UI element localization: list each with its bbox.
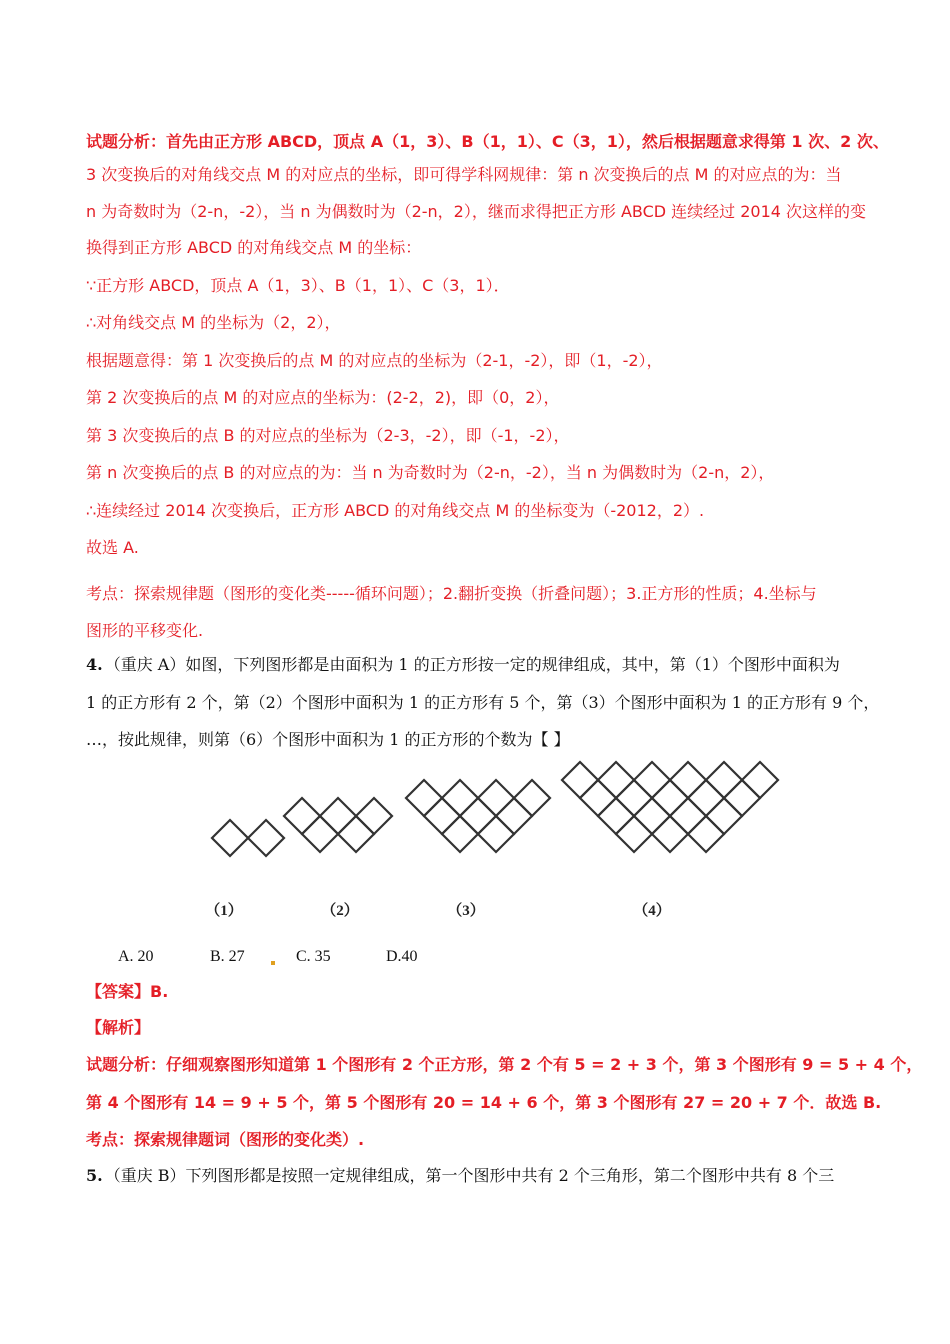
- figure-label-1: （1）: [205, 903, 243, 919]
- figure-label-4: （4）: [633, 903, 671, 919]
- analysis-line: n 为奇数时为（2-n，-2），当 n 为偶数时为（2-n，2），继而求得把正方形 ABCD 连续经过 2014 次这样的变: [86, 202, 867, 221]
- q5-stem-line: [86, 1165, 876, 1187]
- figure-1: [212, 820, 284, 856]
- q4-jiexi-title: 【解析】: [86, 1018, 151, 1037]
- analysis-line: 第 3 次变换后的点 B 的对应点的坐标为（2-3，-2），即（-1，-2），: [86, 426, 570, 445]
- analysis-line: 3 次变换后的对角线交点 M 的对应点的坐标，即可得学科网规律：第 n 次变换后的点 M 的对应点的为：当: [86, 165, 842, 184]
- kaodian-line: 考点：探索规律题（图形的变化类-----循环问题）；2.翻折变换（折叠问题）；3.正方形的性质；4.坐标与: [86, 584, 817, 603]
- choice-a: A. 20: [118, 948, 154, 965]
- kaodian-line: 图形的平移变化.: [86, 621, 204, 640]
- analysis-line: 第 n 次变换后的点 B 的对应点的为：当 n 为奇数时为（2-n，-2），当 n 为偶数时为（2-n，2），: [86, 463, 775, 482]
- figure-4: [562, 762, 778, 852]
- analysis-line: 试题分析：首先由正方形 ABCD，顶点 A（1，3）、B（1，1）、C（3，1），然后根据题意求得第 1 次、2 次、: [86, 132, 889, 151]
- q5-number: 5.: [86, 1166, 103, 1185]
- q5-stem-text: （重庆 B）下列图形都是按照一定规律组成，第一个图形中共有 2 个三角形，第二个图形中共有 8 个三: [104, 1166, 835, 1185]
- figure-label-2: （2）: [321, 903, 359, 919]
- analysis-line: ∴对角线交点 M 的坐标为（2，2），: [86, 313, 341, 332]
- q4-stem-line: 1 的正方形有 2 个，第（2）个图形中面积为 1 的正方形有 5 个，第（3）个图形中面积为 1 的正方形有 9 个，: [86, 693, 880, 712]
- analysis-line: 换得到正方形 ABCD 的对角线交点 M 的坐标：: [86, 238, 422, 257]
- figure-2: [284, 798, 392, 852]
- q4-answer: 【答案】B.: [86, 982, 169, 1001]
- q4-stem-text: （重庆 A）如图，下列图形都是由面积为 1 的正方形按一定的规律组成，其中，第（1）个图形中面积为: [104, 655, 840, 674]
- choice-d: D.40: [386, 948, 418, 965]
- analysis-line: 根据题意得：第 1 次变换后的点 M 的对应点的坐标为（2-1，-2），即（1，-2），: [86, 351, 663, 370]
- square-pattern-figures: [180, 758, 800, 928]
- analysis-line: 第 2 次变换后的点 M 的对应点的坐标为：(2-2，2)，即（0，2），: [86, 388, 560, 407]
- q4-kaodian: 考点：探索规律题词（图形的变化类）.: [86, 1130, 365, 1149]
- q4-stem-line: [86, 654, 876, 676]
- figure-label-3: （3）: [447, 903, 485, 919]
- q4-analysis-line: 第 4 个图形有 14 = 9 + 5 个，第 5 个图形有 20 = 14 + 6 个，第 3 个图形有 27 = 20 + 7 个．故选 B.: [86, 1093, 882, 1112]
- analysis-line: ∵正方形 ABCD，顶点 A（1，3）、B（1，1）、C（3，1）．: [86, 276, 510, 295]
- figure-3: [406, 780, 550, 852]
- q4-stem-line: …，按此规律，则第（6）个图形中面积为 1 的正方形的个数为【 】: [86, 730, 570, 749]
- q4-number: 4.: [86, 655, 103, 674]
- choice-c: C. 35: [296, 948, 331, 965]
- q4-analysis-line: 试题分析：仔细观察图形知道第 1 个图形有 2 个正方形，第 2 个有 5 = 2 + 3 个，第 3 个图形有 9 = 5 + 4 个，: [86, 1055, 923, 1074]
- choice-b: B. 27: [210, 948, 245, 965]
- decorative-dot: [271, 961, 275, 965]
- analysis-line: ∴连续经过 2014 次变换后，正方形 ABCD 的对角线交点 M 的坐标变为（-2012，2）.: [86, 501, 705, 520]
- analysis-line: 故选 A.: [86, 538, 139, 557]
